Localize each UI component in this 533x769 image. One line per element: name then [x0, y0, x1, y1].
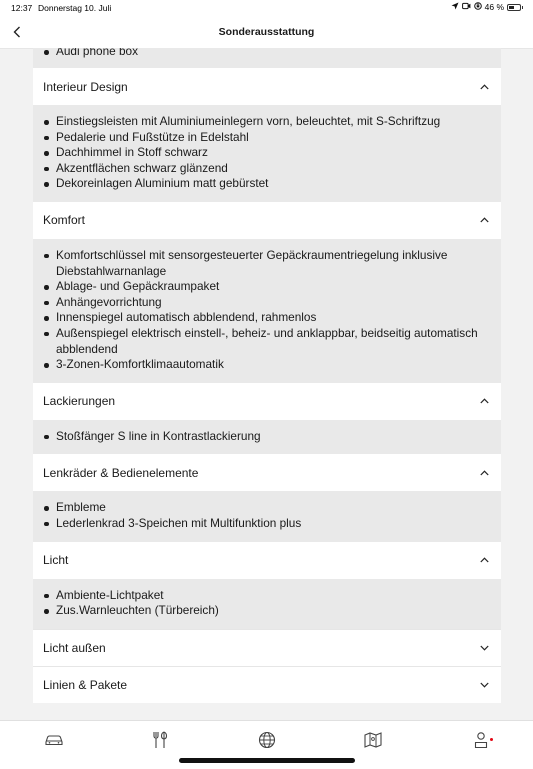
section-header[interactable] [33, 68, 501, 105]
section-header[interactable] [33, 383, 501, 420]
map-icon [364, 732, 382, 748]
location-arrow-icon [451, 2, 459, 12]
service-tools-icon [152, 731, 168, 749]
list-item: Pedalerie und Fußstütze in Edelstahl [43, 130, 491, 146]
user-icon [474, 731, 488, 749]
list-item: Dachhimmel in Stoff schwarz [43, 145, 491, 161]
tab-service[interactable] [149, 730, 171, 750]
list-item: Ambiente-Lichtpaket [43, 588, 491, 604]
chevron-down-icon [480, 682, 489, 688]
list-item: 3-Zonen-Komfortklimaautomatik [43, 357, 491, 373]
status-time: 12:37 [11, 3, 33, 13]
section-title: Lackierungen [43, 394, 116, 409]
section-title: Licht außen [43, 640, 106, 655]
section-header[interactable] [33, 454, 501, 491]
section-items [33, 420, 501, 455]
chevron-up-icon [480, 470, 489, 476]
sections-container [33, 68, 501, 703]
chevron-up-icon [480, 557, 489, 563]
list-item: Embleme [43, 500, 491, 516]
section-items [33, 579, 501, 629]
battery-percent: 46 % [484, 2, 504, 12]
section-title: Lenkräder & Bedienelemente [43, 465, 199, 480]
tab-map[interactable] [362, 730, 384, 750]
status-indicators [451, 2, 521, 12]
battery-icon [507, 4, 521, 11]
equipment-list[interactable] [33, 48, 501, 720]
tab-profile[interactable] [470, 730, 492, 750]
focus-mode-icon [462, 2, 471, 12]
page-title: Sonderausstattung [218, 26, 315, 38]
list-item: Einstiegsleisten mit Aluminiumeinlegern vorn, beleuchtet, mit S-Schriftzug [43, 114, 491, 130]
status-date: Donnerstag 10. Juli [38, 3, 112, 13]
section-items [33, 105, 501, 202]
partial-list-item [33, 48, 501, 68]
chevron-up-icon [480, 217, 489, 223]
notification-dot [490, 738, 493, 741]
section-title: Interieur Design [43, 79, 128, 94]
chevron-up-icon [480, 398, 489, 404]
section-items [33, 239, 501, 383]
nav-bar [0, 16, 533, 49]
list-item: Dekoreinlagen Aluminium matt gebürstet [43, 176, 491, 192]
screen-lock-icon [474, 2, 482, 12]
section-title: Komfort [43, 213, 86, 228]
section-header[interactable] [33, 542, 501, 579]
list-item: Anhängevorrichtung [43, 295, 491, 311]
car-icon [44, 733, 64, 747]
globe-icon [258, 731, 276, 749]
status-bar [0, 0, 533, 16]
list-item: Zus.Warnleuchten (Türbereich) [43, 603, 491, 619]
list-item: Komfortschlüssel mit sensorgesteuerter Gepäckraumentriegelung inklusive Diebstahlwarnanlage [43, 248, 491, 279]
list-item: Lederlenkrad 3-Speichen mit Multifunktion plus [43, 516, 491, 532]
list-item: Akzentflächen schwarz glänzend [43, 161, 491, 177]
home-indicator [179, 758, 355, 763]
chevron-up-icon [480, 84, 489, 90]
tab-car[interactable] [43, 730, 65, 750]
section-header[interactable] [33, 202, 501, 239]
chevron-down-icon [480, 645, 489, 651]
tab-web[interactable] [256, 730, 278, 750]
section-header[interactable] [33, 666, 501, 703]
section-title: Linien & Pakete [43, 677, 128, 692]
section-header[interactable] [33, 629, 501, 666]
list-item: Ablage- und Gepäckraumpaket [43, 279, 491, 295]
list-item: Außenspiegel elektrisch einstell-, beheiz- und anklappbar, beidseitig automatisch abblendend [43, 326, 491, 357]
list-item: Stoßfänger S line in Kontrastlackierung [43, 429, 491, 445]
section-title: Licht [43, 553, 69, 567]
section-items [33, 491, 501, 541]
list-item: Audi phone box [43, 48, 138, 60]
list-item: Innenspiegel automatisch abblendend, rahmenlos [43, 310, 491, 326]
